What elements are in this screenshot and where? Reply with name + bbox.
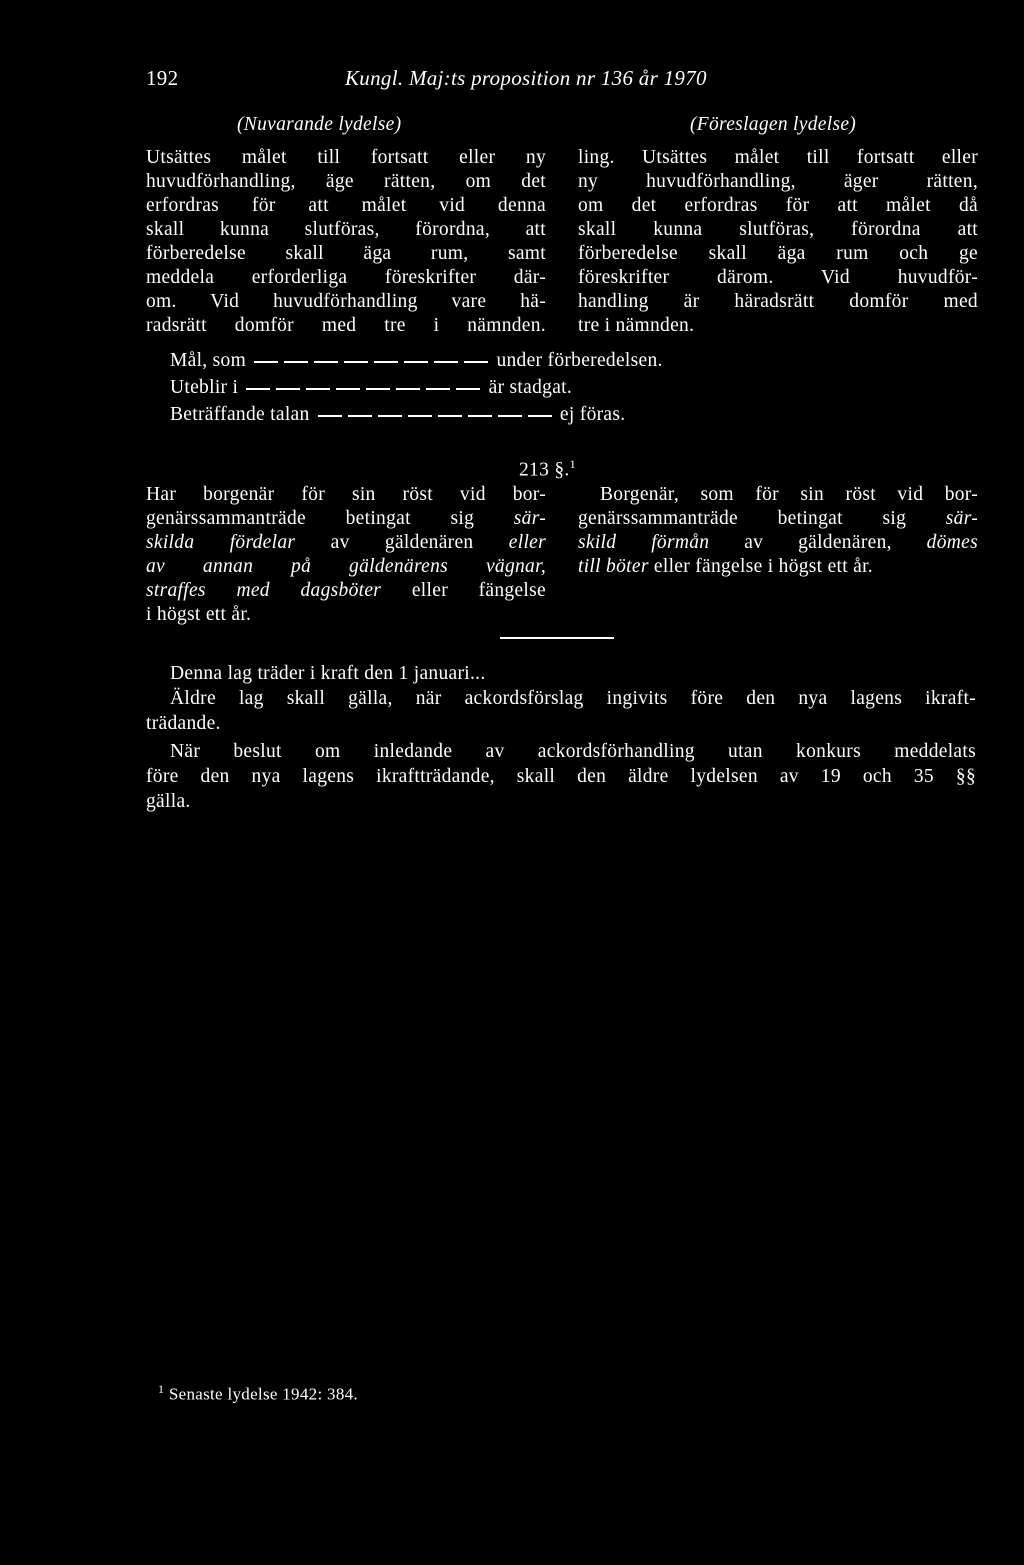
- transitional-line: trädande.: [146, 713, 221, 734]
- text-line: i högst ett år.: [146, 604, 252, 625]
- text-line: genärssammanträde betingat sig sär-: [578, 508, 978, 529]
- footnote-text: Senaste lydelse 1942: 384.: [168, 1384, 358, 1404]
- footnote-marker: 1: [158, 1382, 165, 1396]
- text-line: skall kunna slutföras, förordna att: [578, 219, 978, 240]
- text-line: handling är häradsrätt domför med: [578, 291, 978, 312]
- text-line: till böter eller fängelse i högst ett år.: [578, 556, 873, 577]
- text-line: skild förmån av gäldenären, dömes: [578, 532, 978, 553]
- right-column-text: [578, 146, 978, 338]
- section213-left-text: [146, 483, 546, 627]
- transitional-line: gälla.: [146, 791, 191, 812]
- text-line: Utsättes målet till fortsatt eller ny: [146, 147, 546, 168]
- text-line: om. Vid huvudförhandling vare hä-: [146, 291, 546, 312]
- section213-right-text: [578, 483, 978, 579]
- text-line: huvudförhandling, äge rätten, om det: [146, 171, 546, 192]
- omitted-line: Beträffande talan ej föras.: [170, 404, 626, 425]
- transitional-line: När beslut om inledande av ackordsförhandling utan konkurs meddelats: [170, 741, 976, 762]
- section-divider: [500, 637, 614, 639]
- page-number: 192: [146, 66, 179, 90]
- left-column-text: [146, 146, 546, 338]
- text-line: genärssammanträde betingat sig sär-: [146, 508, 546, 529]
- text-line: tre i nämnden.: [578, 315, 695, 336]
- transitional-line: Denna lag träder i kraft den 1 januari...: [170, 663, 486, 684]
- text-line: skall kunna slutföras, förordna, att: [146, 219, 546, 240]
- left-column-heading: (Nuvarande lydelse): [237, 114, 402, 135]
- text-line: Borgenär, som för sin röst vid bor-: [600, 484, 978, 505]
- text-line: radsrätt domför med tre i nämnden.: [146, 315, 546, 336]
- footnote: [158, 1377, 358, 1407]
- omitted-line: Uteblir i är stadgat.: [170, 377, 573, 398]
- footnote-ref: 1: [569, 457, 576, 471]
- text-line: föreskrifter därom. Vid huvudför-: [578, 267, 978, 288]
- transitional-line: före den nya lagens ikraftträdande, skall den äldre lydelsen av 19 och 35 §§: [146, 766, 976, 787]
- text-line: ling. Utsättes målet till fortsatt eller: [578, 147, 978, 168]
- text-line: skilda fördelar av gäldenären eller: [146, 532, 547, 553]
- right-column-heading: (Föreslagen lydelse): [690, 114, 857, 135]
- text-line: förberedelse skall äga rum, samt: [146, 243, 546, 264]
- text-line: om det erfordras för att målet då: [578, 195, 978, 216]
- section-heading: 213 §.$^1$: [519, 457, 576, 481]
- text-line: Har borgenär för sin röst vid bor-: [146, 484, 546, 505]
- omitted-line: Mål, som under förberedelsen.: [170, 350, 663, 371]
- transitional-line: Äldre lag skall gälla, när ackordsförslag ingivits före den nya lagens ikraft-: [170, 688, 976, 709]
- text-line: ny huvudförhandling, äger rätten,: [578, 171, 978, 192]
- text-line: förberedelse skall äga rum och ge: [578, 243, 978, 264]
- running-title: Kungl. Maj:ts proposition nr 136 år 1970: [345, 66, 707, 90]
- text-line: straffes med dagsböter eller fängelse: [146, 580, 546, 601]
- text-line: erfordras för att målet vid denna: [146, 195, 546, 216]
- text-line: meddela erforderliga föreskrifter där-: [146, 267, 546, 288]
- text-line: av annan på gäldenärens vägnar,: [146, 556, 546, 577]
